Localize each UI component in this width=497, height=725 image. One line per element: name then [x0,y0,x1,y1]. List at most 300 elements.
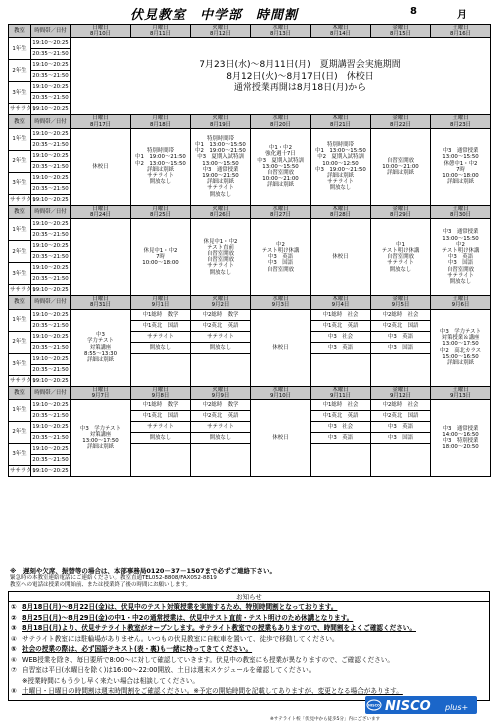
class-cell: 中3 英語 [371,331,431,342]
day-of-week: 火曜日 [212,205,229,212]
day-of-week: 木曜日 [332,205,349,212]
day-of-week: 木曜日 [332,386,349,393]
notice-item [9,676,489,687]
grade-label: ササラクゥ [9,104,31,115]
notice-text: サテライト教室には駐輪場がありません。いつもの伏見教室に自転車を置いて、徒歩で移動してください。 [22,634,339,643]
week-header-row [9,386,491,399]
day-date: 8月30日 [449,212,472,219]
day-date: 9月1日 [151,302,170,309]
day-header [251,296,311,309]
notice-item [9,665,489,676]
grade-label: 2年生 [9,331,31,353]
day-header [131,386,191,399]
grade-label: 2年生 [9,422,31,444]
cell-line: 14:00～16:50 [442,431,479,438]
day-of-week: 土曜日 [452,25,469,31]
class-cell: 中3 社会 [311,331,371,342]
cell-line: 中3 通常授業 [442,148,479,155]
day-of-week: 木曜日 [332,296,349,303]
day-of-week: 日曜日 [92,115,109,122]
day-of-week: 金曜日 [392,296,409,303]
cell-line: 自習室開放 [207,257,234,264]
notice-text: WEB授業を除き、毎日要所で8:00～に対して確認していきます。伏見中の教室にも授業が異なりますので、ご確認ください。 [22,655,394,664]
time-slot: 20:35～21:50 [31,71,71,82]
cell-line: 中3 英語 [268,254,293,261]
day-date: 8月23日 [449,121,472,128]
class-cell: 中3 英語 [311,342,371,353]
cell-line: 10:00～21:00 [262,176,299,183]
day-header [71,386,131,399]
day-date: 8月18日 [149,121,172,128]
time-slot: 19:10～20:25 [31,60,71,71]
day-date: 8月16日 [449,31,472,38]
day-header [131,25,191,38]
day-header [131,115,191,128]
time-slot: 19:10～20:25 [31,353,71,364]
day-of-week: 水曜日 [272,115,289,122]
time-slot: 20:35～21:50 [31,139,71,150]
cell-line: 中2 高北カラス [439,347,481,354]
cell-line: 中3 英語 [448,254,473,261]
time-col-header: 時間帯／日付 [31,25,71,38]
day-of-week: 土曜日 [452,115,469,122]
cell-line: 10:00～12:50 [322,160,359,167]
day-header [431,25,491,38]
day-of-week: 火曜日 [212,115,229,122]
day-header [431,115,491,128]
closed-day-cell [71,128,131,205]
class-cell: 中3 国語 [371,433,431,444]
cell-line: 詳細は別紙 [327,173,354,180]
logo-suffix: plus+ [445,703,469,712]
day-of-week: 水曜日 [272,25,289,31]
week-header-row [9,25,491,38]
cell-line: 自習室開放 [387,157,414,164]
day-header [191,205,251,218]
cell-line: 対策講座 [89,431,112,438]
cell-line: テスト明け休講 [441,247,480,254]
day-date: 8月26日 [209,212,232,219]
day-of-week: 日曜日 [92,296,109,303]
cell-line: 中1・中2 [268,145,293,152]
cell-line: 開放なし [149,179,172,186]
title-bar [0,0,497,24]
schedule-cell [431,400,491,477]
time-slot: 20:35～21:50 [31,183,71,194]
cell-line: 13:00～17:50 [442,341,479,348]
grade-label: 2年生 [9,150,31,172]
cell-line: 休憩中1・中2 [443,160,478,167]
logo-small-text: NISCO [368,703,380,708]
class-cell: サテライト [191,422,251,433]
cell-line: 中3 特別授業 [442,438,479,445]
empty-cell [131,353,191,386]
time-slot: 19:10～20:25 [31,219,71,230]
notice-item [9,634,489,645]
empty-cell [191,353,251,386]
time-slot: 19:10～20:25 [31,422,71,433]
day-date: 9月6日 [451,302,470,309]
class-cell: 中1総時 社会 [311,309,371,320]
day-date: 8月20日 [269,121,292,128]
cell-line: 詳細は別紙 [447,360,474,367]
day-of-week: 土曜日 [452,205,469,212]
day-date: 8月15日 [389,31,412,38]
time-slot: 19:10～20:25 [31,150,71,161]
cell-line: 強化週十7日 [265,151,296,158]
week-header-row [9,115,491,128]
closed-day-cell [311,219,371,296]
footer-note: ※サテライト校「伏見中から徒歩5分」内にございます [270,717,380,722]
cell-line: 特別時間帯 [147,148,174,155]
empty-cell [311,353,371,386]
empty-cell [71,219,131,296]
grade-label: 2年生 [9,241,31,263]
day-header [71,205,131,218]
schedule-cell [131,128,191,205]
day-of-week: 日曜日 [92,25,109,31]
schedule-cell [191,219,251,296]
day-date: 9月8日 [151,392,170,399]
cell-line: 学力テスト [87,338,114,345]
cell-line: 13:00～17:50 [82,438,119,445]
class-cell: 中1総時 数学 [131,309,191,320]
time-slot: 19:10～20:25 [31,38,71,49]
time-slot: 19:10～20:25 [31,309,71,320]
cell-line: 中3 19:00～21:50 [315,166,366,173]
grade-label: 3年生 [9,263,31,285]
day-date: 8月24日 [89,212,112,219]
class-cell: 中2総時 社会 [371,400,431,411]
cell-line: 13:00～15:50 [442,235,479,242]
cell-line: 中1 13:00～15:50 [195,142,246,148]
cell-line: 休校日 [92,163,109,170]
contact-main: ※ 遅刻や欠席、振替等の場合は、本部事務局0120－37－1507まで必ずご連絡下さい。 [10,567,277,575]
day-header [311,296,371,309]
grade-label: 1年生 [9,128,31,150]
day-date: 9月13日 [449,392,472,399]
day-of-week: 日曜日 [92,386,109,393]
cell-line: 中2 13:00～15:50 [135,160,186,167]
cell-line: 開放なし [209,191,232,198]
class-cell: 中2総時 数学 [191,309,251,320]
time-slot: 19:10～20:25 [31,263,71,274]
day-header [431,386,491,399]
day-of-week: 月曜日 [152,205,169,212]
cell-line: 詳細は別紙 [447,179,474,186]
schedule-cell [431,219,491,296]
time-slot: 19:10～20:25 [31,400,71,411]
schedule-cell [371,128,431,205]
time-col-header: 時間帯／日付 [31,205,71,218]
cell-line: 対策講座 [89,344,112,351]
day-of-week: 金曜日 [392,386,409,393]
class-cell: 開放なし [131,342,191,353]
notice-item [9,655,489,666]
cell-line: 休見中1・中2 [143,247,178,254]
cell-line: 中3 夏期入試特訓 [197,154,244,161]
cell-line: 詳細は別紙 [147,166,174,173]
class-cell: 中1総時 社会 [311,400,371,411]
time-slot-row [9,38,491,49]
schedule-cell [251,219,311,296]
cell-line: サテライト [207,185,234,192]
grade-col-header: 教室 [9,386,31,399]
class-cell: 中1英北 英語 [311,411,371,422]
day-header [311,386,371,399]
schedule-cell [131,219,191,296]
cell-line: 15:00～16:50 [442,353,479,360]
time-slot: 20:35～21:50 [31,364,71,375]
day-of-week: 金曜日 [392,205,409,212]
class-cell: 中1英北 国語 [131,320,191,331]
day-header [251,115,311,128]
time-slot: 20:35～21:50 [31,411,71,422]
notice-text: 社会の授業の際は、必ず国語テキスト(表・裏)も一緒に持ってきてください。 [22,645,253,653]
cell-line: 詳細は別紙 [87,444,114,451]
schedule-cell [251,128,311,205]
day-date: 9月3日 [271,302,290,309]
day-header [71,296,131,309]
day-date: 8月27日 [269,212,292,219]
cell-line: 特別時間帯 [327,142,354,148]
day-header [311,205,371,218]
day-of-week: 月曜日 [152,115,169,122]
grade-col-header: 教室 [9,25,31,38]
cell-line: 休校日 [272,344,289,351]
cell-line: 詳細は別紙 [387,169,414,176]
time-slot: 19:10～20:25 [31,285,71,296]
cell-line: 18:00～20:50 [442,444,479,451]
time-slot: 19:10～20:25 [31,241,71,252]
cell-line: 自習室開放 [207,251,234,258]
grade-label: 1年生 [9,400,31,422]
cell-line: 中3 夏期入試特訓 [257,157,304,164]
day-of-week: 木曜日 [332,115,349,122]
closed-day-cell [251,400,311,477]
class-cell: 開放なし [191,433,251,444]
time-slot: 20:35～21:50 [31,230,71,241]
day-of-week: 月曜日 [152,386,169,393]
schedule-cell [431,128,491,205]
time-slot: 19:10～20:25 [31,466,71,477]
day-date: 8月25日 [149,212,172,219]
day-header [371,296,431,309]
class-cell: 中2英北 国語 [371,411,431,422]
grade-label: ササラクゥ [9,285,31,296]
day-date: 8月11日 [149,31,172,38]
time-slot-row [9,309,491,320]
cell-line: サテライト [387,260,414,267]
day-header [191,296,251,309]
notice-text: 土曜日・日曜日の時間割は週末時間割をご確認ください。※予定の開始時間を記載してありますが、変更となる場合があります。 [22,687,403,695]
day-of-week: 金曜日 [392,25,409,31]
cell-line: 中3 通常授業 [442,229,479,236]
contact-sub: 緊急時の本教室連絡電話にご連絡ください。教室直通TEL052-8808/FAX052-8819 [10,575,217,581]
time-slot: 20:35～21:50 [31,252,71,263]
day-header [251,25,311,38]
day-date: 9月12日 [389,392,412,399]
day-header [191,25,251,38]
cell-line: サテライト [207,263,234,270]
cell-line: 7時 [156,254,165,261]
cell-line: 詳細は別紙 [267,182,294,189]
day-header [71,115,131,128]
time-slot: 20:35～21:50 [31,161,71,172]
cell-line: 中1 [396,241,405,248]
day-of-week: 水曜日 [272,296,289,303]
time-slot: 19:10～20:25 [31,82,71,93]
time-slot: 20:35～21:50 [31,433,71,444]
notice-text: 8月25日(月)～8月29日(金)の中1・中2の通常授業は、伏見中テスト直前・テスト明けのため休講となります。 [22,613,354,622]
cell-line: 休見中1・中2 [203,238,238,245]
day-date: 9月10日 [269,392,292,399]
cell-line: 10:00～21:00 [382,163,419,170]
time-slot: 20:35～21:50 [31,342,71,353]
notice-number: ② [11,613,17,622]
notice-number: ⑤ [11,645,17,653]
notice-number: ⑥ [11,655,17,664]
notice-item [9,602,489,613]
day-date: 8月12日 [209,31,232,38]
cell-line: 休校日 [332,254,349,261]
day-date: 8月28日 [329,212,352,219]
cell-line: 10:00～18:00 [142,260,179,267]
grade-label: 3年生 [9,444,31,466]
notice-item [9,623,489,634]
cell-line: 中2 夏期入試特訓 [317,154,364,161]
class-cell: 開放なし [131,433,191,444]
cell-line: 中2 19:00～21:50 [195,148,246,155]
day-header [191,386,251,399]
day-date: 9月5日 [391,302,410,309]
day-header [371,386,431,399]
cell-line: 7時 [456,166,465,173]
notice-number: ⑦ [11,666,17,674]
cell-line: 中3 学力テスト [440,329,481,336]
class-cell: 中3 英語 [371,422,431,433]
day-date: 8月31日 [89,302,112,309]
cell-line: 中1 13:00～15:50 [315,148,366,155]
cell-line: 中3 国語 [448,260,473,267]
cell-line: 自習室開放 [387,254,414,261]
day-of-week: 火曜日 [212,386,229,393]
time-slot: 19:10～20:25 [31,104,71,115]
time-slot-row [9,219,491,230]
day-header [251,386,311,399]
logo-text: NISCO [385,699,431,714]
day-header [371,115,431,128]
grade-label: 1年生 [9,219,31,241]
day-of-week: 土曜日 [452,296,469,303]
contact-info [10,566,490,588]
notice-item [9,613,489,624]
time-slot: 19:10～20:25 [31,128,71,139]
time-slot-row [9,128,491,139]
time-col-header: 時間帯／日付 [31,296,71,309]
day-header [431,205,491,218]
week-header-row [9,296,491,309]
cell-line: 開放なし [329,185,352,192]
cell-line: 開放なし [209,269,232,276]
cell-line: 13:00～15:50 [202,160,239,167]
notices-box [8,591,490,701]
grade-label: 2年生 [9,60,31,82]
grade-col-header: 教室 [9,296,31,309]
grade-col-header: 教室 [9,205,31,218]
class-cell: サテライト [191,331,251,342]
cell-line: 自習室開放 [447,266,474,273]
class-cell: 中3 社会 [311,422,371,433]
day-header [251,205,311,218]
class-cell: 中1英北 国語 [131,411,191,422]
grade-label: ササラクゥ [9,194,31,205]
day-header [71,25,131,38]
class-cell: サテライト [131,422,191,433]
class-cell: 中2英北 英語 [191,320,251,331]
time-slot: 19:10～20:25 [31,172,71,183]
summer-notice-line: 8月12日(火)～8月17日(日) 休校日 [226,71,374,82]
schedule-cell [371,219,431,296]
cell-line: サテライト [327,179,354,186]
time-slot: 19:10～20:25 [31,331,71,342]
time-slot: 19:10～20:25 [31,444,71,455]
month-number: 8 [410,6,417,17]
time-col-header: 時間帯／日付 [31,115,71,128]
empty-cell [131,444,191,477]
day-header [311,25,371,38]
cell-line: 特別時間帯 [207,135,234,142]
notices-heading: お知らせ [9,592,489,602]
day-of-week: 月曜日 [152,296,169,303]
notice-number: ① [11,603,17,611]
time-slot: 20:35～21:50 [31,320,71,331]
cell-line: 自習室開放 [267,266,294,273]
cell-line: サテライト [147,173,174,180]
day-date: 9月2日 [211,302,230,309]
schedule-cell [71,400,131,477]
day-date: 8月17日 [89,121,112,128]
cell-line: 中2 [276,241,285,248]
cell-line: 開放なし [389,266,412,273]
empty-cell [371,353,431,386]
day-of-week: 日曜日 [92,205,109,212]
cell-line: 13:00～15:50 [262,163,299,170]
cell-line: 8:55～13:30 [83,350,118,357]
day-of-week: 火曜日 [212,25,229,31]
day-date: 8月14日 [329,31,352,38]
cell-line: テスト明け休講 [261,247,300,254]
contact-sub: 教室への電話は授業の開始前、または授業終了後の時間にお願いします。 [10,581,192,588]
summer-notice [140,60,460,95]
notice-number: ⑧ [11,687,17,695]
class-cell: 中1英北 英語 [311,320,371,331]
day-of-week: 水曜日 [272,386,289,393]
time-slot: 20:35～21:50 [31,49,71,60]
notice-item [9,686,489,697]
empty-cell [191,444,251,477]
summer-notice-line: 7月23日(水)～8月11日(月) 夏期講習会実施期間 [199,60,401,70]
day-date: 8月21日 [329,121,352,128]
notice-number: ④ [11,634,17,643]
cell-line: 中2 [456,241,465,248]
day-date: 9月7日 [91,392,110,399]
class-cell: 開放なし [191,342,251,353]
cell-line: 自習室開放 [267,169,294,176]
grade-label: 3年生 [9,353,31,375]
day-date: 9月9日 [211,392,230,399]
notice-text: 自習室は平日(水曜日を除く)は16:00～22:00開放、土日は週末スケジュールを確認してください。 [22,666,316,674]
